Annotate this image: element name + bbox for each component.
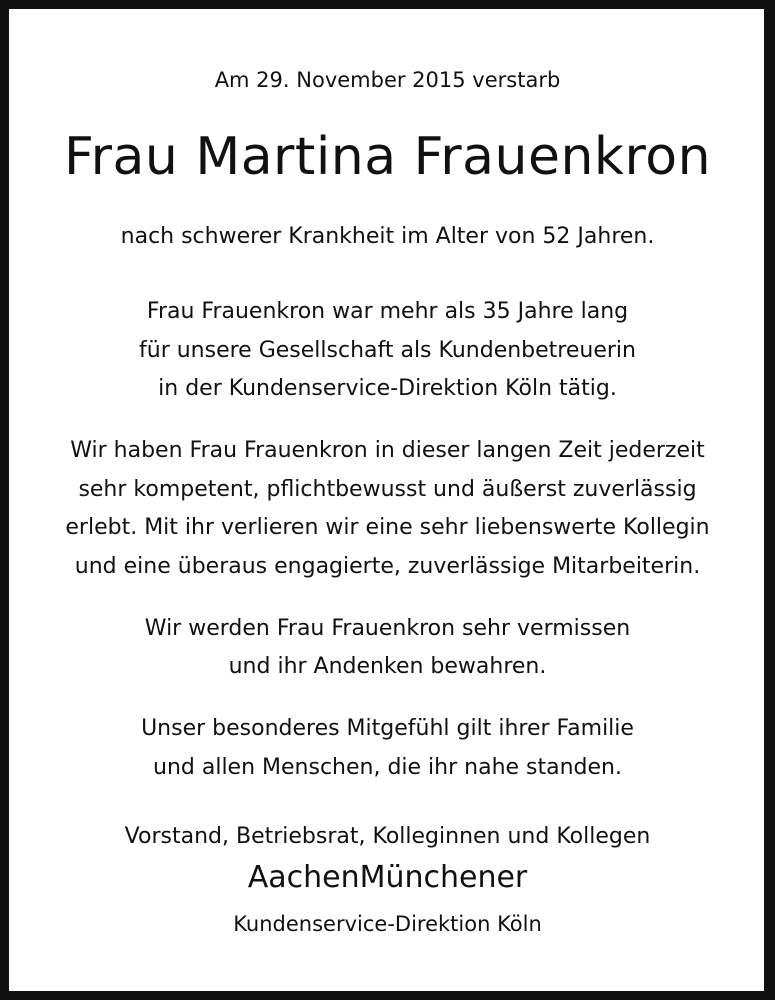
- intro-line: Am 29. November 2015 verstarb: [214, 68, 561, 92]
- paragraph4-line2: und allen Menschen, die ihr nahe standen.: [153, 755, 622, 780]
- paragraph1-line2: für unsere Gesellschaft als Kundenbetreuerin: [139, 338, 636, 363]
- paragraph1-line3: in der Kundenservice-Direktion Köln tätig.: [158, 376, 617, 401]
- company-name: AachenMünchener: [247, 860, 528, 895]
- paragraph3-line1: Wir werden Frau Frauenkron sehr vermissen: [144, 616, 631, 641]
- paragraph2-line3: erlebt. Mit ihr verlieren wir eine sehr liebenswerte Kollegin: [65, 515, 710, 540]
- signatories: Vorstand, Betriebsrat, Kolleginnen und Kollegen: [124, 824, 651, 849]
- paragraph1-line1: Frau Frauenkron war mehr als 35 Jahre lang: [146, 299, 629, 324]
- paragraph4-line1: Unser besonderes Mitgefühl gilt ihrer Familie: [141, 716, 634, 741]
- deceased-name: Frau Martina Frauenkron: [63, 127, 712, 187]
- department: Kundenservice-Direktion Köln: [233, 912, 542, 936]
- age-line: nach schwerer Krankheit im Alter von 52 Jahren.: [120, 224, 655, 249]
- paragraph3-line2: und ihr Andenken bewahren.: [228, 654, 547, 679]
- paragraph2-line4: und eine überaus engagierte, zuverlässige Mitarbeiterin.: [74, 554, 701, 579]
- paragraph2-line2: sehr kompetent, pflichtbewusst und äußerst zuverlässig: [78, 477, 697, 502]
- paragraph2-line1: Wir haben Frau Frauenkron in dieser langen Zeit jederzeit: [70, 438, 705, 463]
